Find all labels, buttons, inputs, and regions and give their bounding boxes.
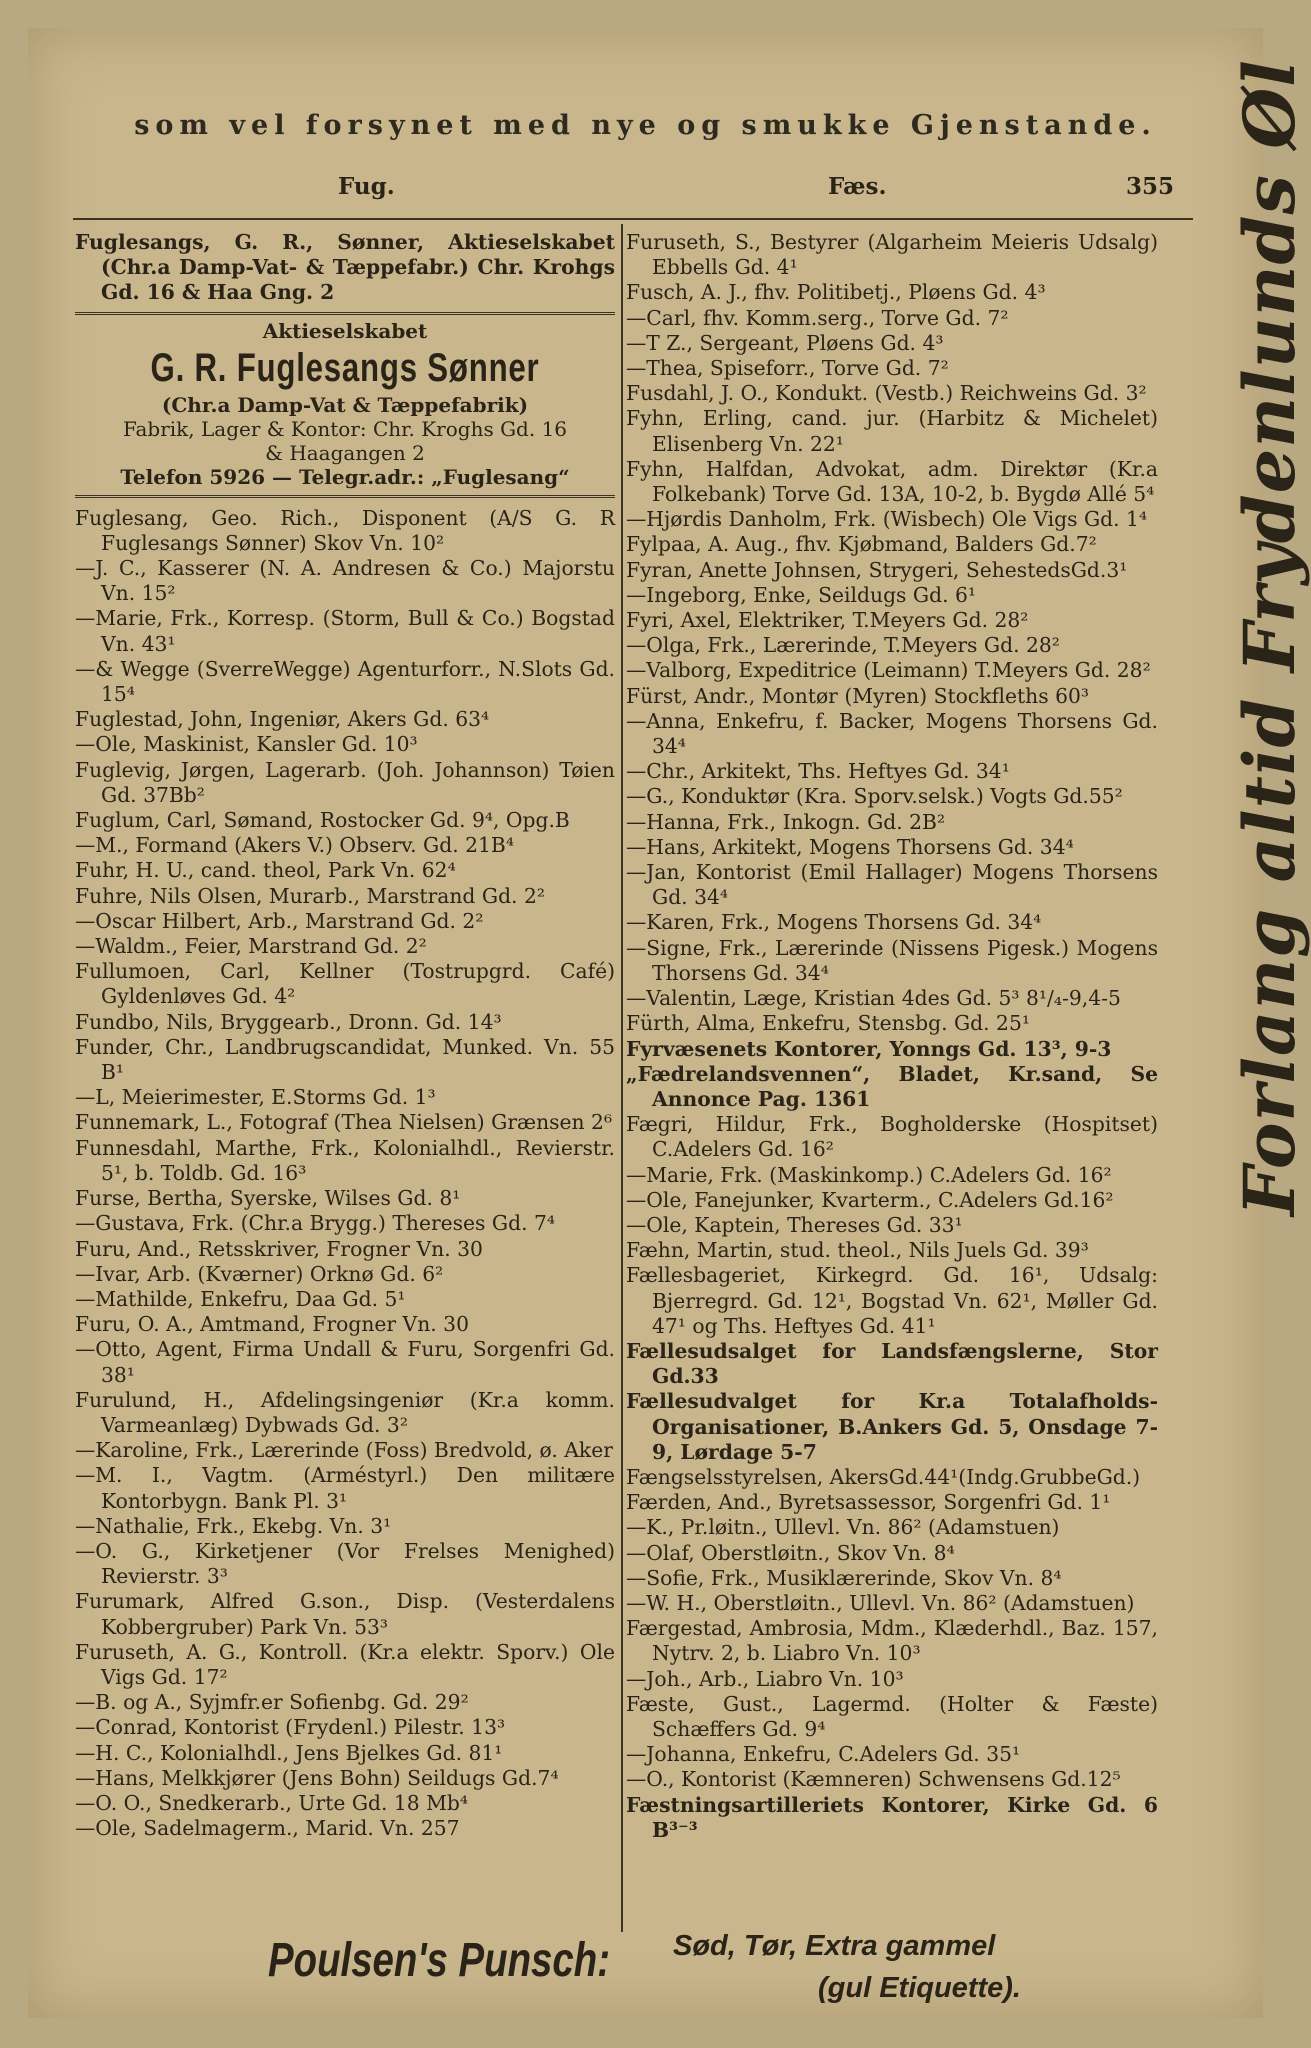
directory-entry: —Hanna, Frk., Inkogn. Gd. 2B² <box>626 809 946 834</box>
directory-entry: —Ole, Sadelmagerm., Marid. Vn. 257 <box>75 1816 460 1841</box>
directory-entry: Færden, And., Byretsassessor, Sorgenfri Gd. 1¹ <box>626 1490 1111 1515</box>
column-divider <box>621 224 623 1932</box>
directory-entry: Furulund, H., Afdelingsingeniør (Kr.a komm. Varmeanlæg) Dybwads Gd. 3² <box>75 1387 615 1437</box>
directory-entry: —Hans, Melkkjører (Jens Bohn) Seildugs Gd.7⁴ <box>75 1765 559 1790</box>
directory-entry: Fægri, Hildur, Frk., Bogholderske (Hospitset) C.Adelers Gd. 16² <box>626 1112 1158 1162</box>
directory-entry: Fuglevig, Jørgen, Lagerarb. (Joh. Johannson) Tøien Gd. 37Bb² <box>75 757 615 807</box>
directory-entry: Fürth, Alma, Enkefru, Stensbg. Gd. 25¹ <box>626 1011 1030 1036</box>
directory-entry: Furu, O. A., Amtmand, Frogner Vn. 30 <box>75 1312 469 1337</box>
directory-entry: Fusdahl, J. O., Kondukt. (Vestb.) Reichweins Gd. 3² <box>626 381 1147 406</box>
directory-entry: —H. C., Kolonialhdl., Jens Bjelkes Gd. 81¹ <box>75 1740 503 1765</box>
directory-entry: —Olga, Frk., Lærerinde, T.Meyers Gd. 28² <box>626 633 1060 658</box>
ad-line-address: Fabrik, Lager & Kontor: Chr. Kroghs Gd. 16 <box>122 416 568 441</box>
directory-entry: Fyri, Axel, Elektriker, T.Meyers Gd. 28² <box>626 608 1029 633</box>
directory-entry: —Ole, Kaptein, Thereses Gd. 33¹ <box>626 1212 963 1237</box>
fuglesang-advertisement <box>75 312 615 498</box>
directory-entry: —O., Kontorist (Kæmneren) Schwensens Gd.12⁵ <box>626 1767 1121 1792</box>
header-left-keyword: Fug. <box>338 173 395 200</box>
directory-entry-fuglesangs: Fuglesangs, G. R., Sønner, Aktieselskabet (Chr.a Damp-Vat- & Tæppefabr.) Chr. Krohgs Gd. 16 & Haa Gng. 2 <box>75 230 615 305</box>
directory-entry: Fællesbageriet, Kirkegrd. Gd. 16¹, Udsalg: Bjerregrd. Gd. 12¹, Bogstad Vn. 62¹, Møller Gd. 47¹ og Ths. Heftyes Gd. 41¹ <box>626 1263 1158 1338</box>
directory-entry: —Nathalie, Frk., Ekebg. Vn. 3¹ <box>75 1513 392 1538</box>
left-column <box>75 230 615 1841</box>
directory-entry: —Ingeborg, Enke, Seildugs Gd. 6¹ <box>626 582 977 607</box>
page-number: 355 <box>1126 173 1175 200</box>
directory-entry: Fusch, A. J., fhv. Politibetj., Pløens Gd. 4³ <box>626 280 1046 305</box>
directory-entry: Fæhn, Martin, stud. theol., Nils Juels Gd. 39³ <box>626 1238 1089 1263</box>
directory-entry: Funnesdahl, Marthe, Frk., Kolonialhdl., Revierstr. 5¹, b. Toldb. Gd. 16³ <box>75 1135 615 1185</box>
directory-entry: Furumark, Alfred G.son., Disp. (Vesterdalens Kobbergruber) Park Vn. 53³ <box>75 1589 615 1639</box>
right-entry-list <box>626 230 1158 1843</box>
directory-entry: —J. C., Kasserer (N. A. Andresen & Co.) Majorstu Vn. 15² <box>75 556 615 606</box>
directory-entry: Fængselsstyrelsen, AkersGd.44¹(Indg.GrubbeGd.) <box>626 1464 1141 1489</box>
directory-entry: —Ole, Fanejunker, Kvarterm., C.Adelers Gd.16² <box>626 1187 1114 1212</box>
directory-entry: —Anna, Enkefru, f. Backer, Mogens Thorsens Gd. 34⁴ <box>626 708 1158 759</box>
directory-entry: Fyhn, Halfdan, Advokat, adm. Direktør (Kr.a Folkebank) Torve Gd. 13A, 10-2, b. Bygdø Allé 5⁴ <box>626 456 1158 507</box>
directory-entry: —M., Formand (Akers V.) Observ. Gd. 21B⁴ <box>75 833 514 858</box>
directory-entry: —& Wegge (SverreWegge) Agenturforr., N.Slots Gd. 15⁴ <box>75 656 615 707</box>
directory-entry: —Marie, Frk. (Maskinkomp.) C.Adelers Gd. 16² <box>626 1162 1112 1187</box>
directory-entry: Færgestad, Ambrosia, Mdm., Klæderhdl., Baz. 157, Nytrv. 2, b. Liabro Vn. 10³ <box>626 1616 1158 1666</box>
directory-entry: Furuseth, S., Bestyrer (Algarheim Meieris Udsalg) Ebbells Gd. 4¹ <box>626 230 1158 280</box>
directory-entry: —O. G., Kirketjener (Vor Frelses Menighed) Revierstr. 3³ <box>75 1538 615 1589</box>
directory-entry: Fæste, Gust., Lagermd. (Holter & Fæste) Schæffers Gd. 9⁴ <box>626 1691 1158 1741</box>
directory-entry: —Gustava, Frk. (Chr.a Brygg.) Thereses Gd. 7⁴ <box>75 1211 556 1236</box>
left-entry-list <box>75 506 615 1842</box>
directory-entry: Fuglum, Carl, Sømand, Rostocker Gd. 9⁴, Opg.B <box>75 808 570 833</box>
directory-entry: —Joh., Arb., Liabro Vn. 10³ <box>626 1666 904 1691</box>
directory-page <box>28 28 1311 2018</box>
directory-entry: —Signe, Frk., Lærerinde (Nissens Pigesk.) Mogens Thorsens Gd. 34⁴ <box>626 935 1158 985</box>
directory-entry: Fuglestad, John, Ingeniør, Akers Gd. 63⁴ <box>75 707 490 732</box>
directory-entry: —Karoline, Frk., Lærerinde (Foss) Bredvold, ø. Aker <box>75 1438 613 1463</box>
side-advertisement: Forlang altid Frydenlunds Øl <box>1228 59 1311 1216</box>
directory-entry: —W. H., Oberstløitn., Ullevl. Vn. 86² (Adamstuen) <box>626 1590 1135 1615</box>
directory-entry: —Sofie, Frk., Musiklærerinde, Skov Vn. 8⁴ <box>626 1565 1062 1590</box>
directory-entry: Fuglesang, Geo. Rich., Disponent (A/S G. R Fuglesangs Sønner) Skov Vn. 10² <box>75 505 615 555</box>
directory-entry: —Carl, fhv. Komm.serg., Torve Gd. 7² <box>626 305 1009 330</box>
directory-entry: —Otto, Agent, Firma Undall & Furu, Sorgenfri Gd. 38¹ <box>75 1337 615 1387</box>
directory-entry: Fæstningsartilleriets Kontorer, Kirke Gd. 6 B³⁻³ <box>626 1792 1158 1842</box>
directory-entry: Funder, Chr., Landbrugscandidat, Munked. Vn. 55 B¹ <box>75 1034 615 1085</box>
directory-entry: —Johanna, Enkefru, C.Adelers Gd. 35¹ <box>626 1742 1021 1767</box>
directory-entry: —K., Pr.løitn., Ullevl. Vn. 86² (Adamstuen) <box>626 1515 1060 1540</box>
directory-entry: —Waldm., Feier, Marstrand Gd. 2² <box>75 934 427 959</box>
directory-entry: Fundbo, Nils, Bryggearb., Dronn. Gd. 14³ <box>75 1009 502 1034</box>
directory-entry: Fyrvæsenets Kontorer, Yonngs Gd. 13³, 9-3 <box>626 1036 1112 1061</box>
directory-entry: —Jan, Kontorist (Emil Hallager) Mogens Thorsens Gd. 34⁴ <box>626 860 1158 910</box>
footer-punsch-name: Poulsen's Punsch: <box>268 1934 610 1987</box>
directory-entry: —L, Meierimester, E.Storms Gd. 1³ <box>75 1085 436 1110</box>
directory-entry: —Oscar Hilbert, Arb., Marstrand Gd. 2² <box>75 908 484 933</box>
directory-entry: —M. I., Vagtm. (Arméstyrl.) Den militære Kontorbygn. Bank Pl. 3¹ <box>75 1463 615 1513</box>
right-column <box>626 230 1158 1843</box>
directory-entry: Furu, And., Retsskriver, Frogner Vn. 30 <box>75 1236 483 1261</box>
directory-entry: —Karen, Frk., Mogens Thorsens Gd. 34⁴ <box>626 910 1042 935</box>
directory-entry: Fællesudsalget for Landsfængslerne, Stor Gd.33 <box>626 1338 1158 1389</box>
directory-entry: Fuhr, H. U., cand. theol, Park Vn. 62⁴ <box>75 858 456 883</box>
directory-entry: —Ole, Maskinist, Kansler Gd. 10³ <box>75 732 418 757</box>
directory-entry: —Ivar, Arb. (Kværner) Orknø Gd. 6² <box>75 1261 444 1286</box>
ad-line-company-type: Aktieselskabet <box>262 318 428 343</box>
directory-entry: —G., Konduktør (Kra. Sporv.selsk.) Vogts Gd.55² <box>626 784 1123 809</box>
directory-entry: —Thea, Spiseforr., Torve Gd. 7² <box>626 356 949 381</box>
header-rule <box>73 218 1193 220</box>
directory-entry: Fullumoen, Carl, Kellner (Tostrupgrd. Café) Gyldenløves Gd. 4² <box>75 959 615 1009</box>
directory-entry: Fuhre, Nils Olsen, Murarb., Marstrand Gd. 2² <box>75 883 545 908</box>
directory-entry: —Olaf, Oberstløitn., Skov Vn. 8⁴ <box>626 1540 955 1565</box>
directory-entry: —Conrad, Kontorist (Frydenl.) Pilestr. 13³ <box>75 1715 506 1740</box>
directory-entry: Furuseth, A. G., Kontroll. (Kr.a elektr. Sporv.) Ole Vigs Gd. 17² <box>75 1639 615 1689</box>
directory-entry: —Marie, Frk., Korresp. (Storm, Bull & Co.) Bogstad Vn. 43¹ <box>75 606 615 656</box>
directory-entry: —Mathilde, Enkefru, Daa Gd. 5¹ <box>75 1286 406 1311</box>
ad-line-company-name: G. R. Fuglesangs Sønner <box>150 345 540 390</box>
directory-entry: —Valentin, Læge, Kristian 4des Gd. 5³ 8¹/₄-9,4-5 <box>626 986 1121 1011</box>
directory-entry: Fürst, Andr., Montør (Myren) Stockfleths 60³ <box>626 683 1090 708</box>
ad-line-telephone: Telefon 5926 — Telegr.adr.: „Fuglesang“ <box>120 464 570 489</box>
directory-entry: Furse, Bertha, Syerske, Wilses Gd. 8¹ <box>75 1186 461 1211</box>
directory-entry: —Chr., Arkitekt, Ths. Heftyes Gd. 34¹ <box>626 759 1010 784</box>
directory-entry: Funnemark, L., Fotograf (Thea Nielsen) Grænsen 2⁶ <box>75 1110 613 1135</box>
directory-entry: —T Z., Sergeant, Pløens Gd. 4³ <box>626 330 944 355</box>
directory-entry: —Valborg, Expeditrice (Leimann) T.Meyers Gd. 28² <box>626 658 1151 683</box>
directory-entry: —O. O., Snedkerarb., Urte Gd. 18 Mb⁴ <box>75 1790 469 1815</box>
ad-line-address-2: & Haagangen 2 <box>265 440 425 465</box>
ad-line-description: (Chr.a Damp-Vat & Tæppefabrik) <box>161 392 529 417</box>
footer-punsch-varieties: Sød, Tør, Extra gammel <box>673 1930 996 1962</box>
header-center-keyword: Fæs. <box>828 173 887 200</box>
directory-entry: Fylpaa, A. Aug., fhv. Kjøbmand, Balders Gd.7² <box>626 532 1097 557</box>
directory-entry: —B. og A., Syjmfr.er Sofienbg. Gd. 29² <box>75 1690 469 1715</box>
directory-entry: —Hans, Arkitekt, Mogens Thorsens Gd. 34⁴ <box>626 834 1074 859</box>
banner-text: som vel forsynet med nye og smukke Gjenstande. <box>134 110 1157 141</box>
directory-entry: Fællesudvalget for Kr.a Totalafholds-Organisationer, B.Ankers Gd. 5, Onsdage 7-9, Lørdage 5-7 <box>626 1389 1158 1464</box>
directory-entry: —Hjørdis Danholm, Frk. (Wisbech) Ole Vigs Gd. 1⁴ <box>626 507 1148 532</box>
directory-entry: „Fædrelandsvennen“, Bladet, Kr.sand, Se Annonce Pag. 1361 <box>626 1061 1158 1111</box>
directory-entry: Fyhn, Erling, cand. jur. (Harbitz & Michelet) Elisenberg Vn. 22¹ <box>626 406 1158 456</box>
directory-entry: Fyran, Anette Johnsen, Strygeri, SehestedsGd.3¹ <box>626 557 1128 582</box>
footer-punsch-label: (gul Etiquette). <box>818 1972 1021 2004</box>
